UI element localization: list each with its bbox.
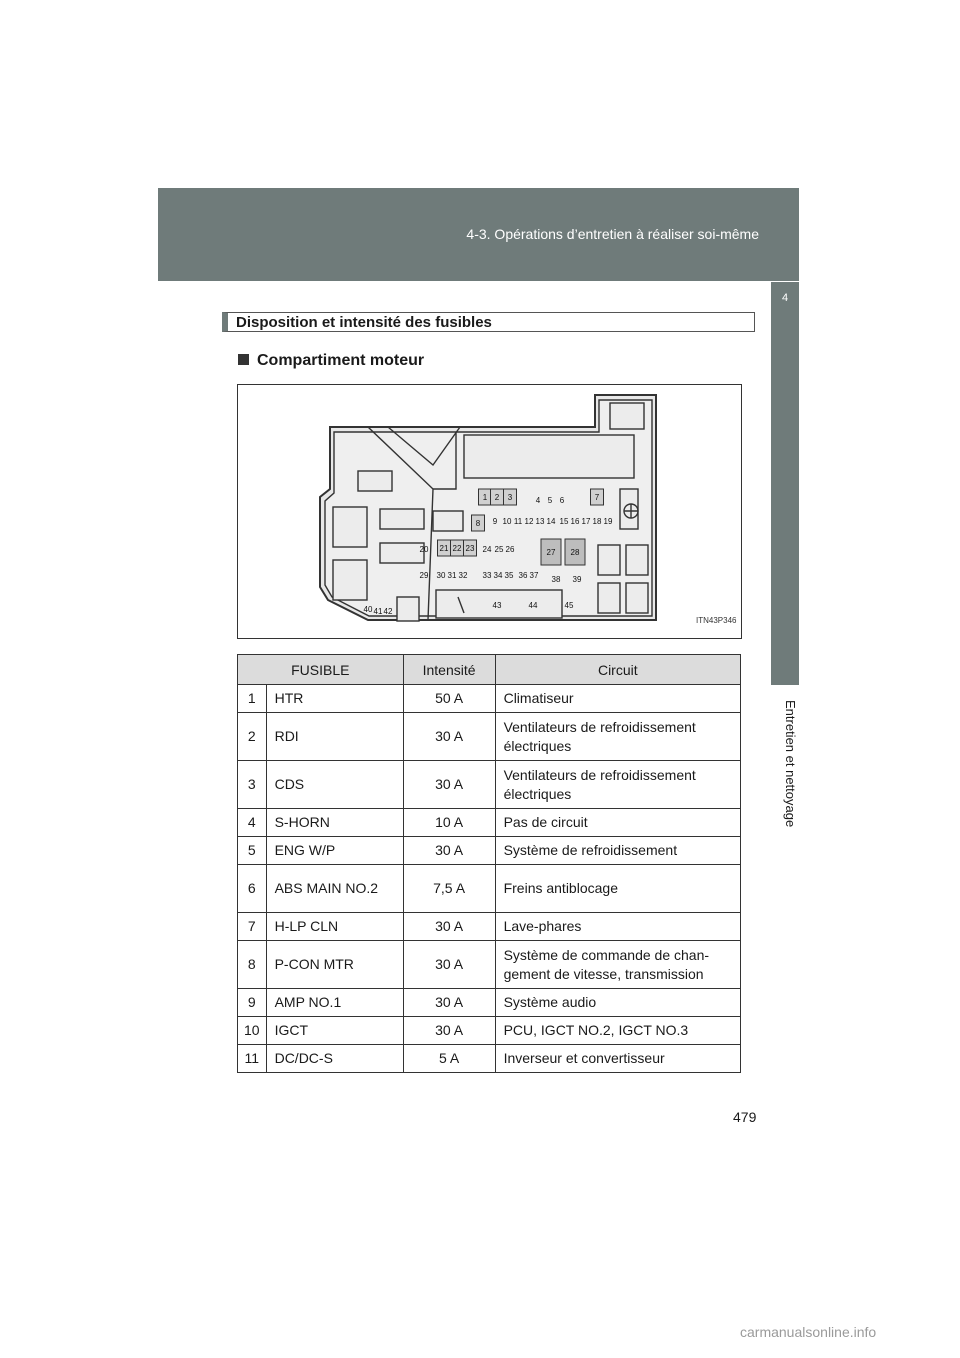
fuse-number: 3 <box>238 761 267 809</box>
table-row <box>238 685 741 713</box>
fuse-amperage: 30 A <box>403 913 495 941</box>
chapter-number: 4 <box>781 292 789 304</box>
fuse-name: H-LP CLN <box>266 913 403 941</box>
table-row <box>238 713 741 761</box>
chapter-header: 4-3. Opérations d’entretien à réaliser soi-même <box>466 226 759 242</box>
fuse-name: RDI <box>266 713 403 761</box>
fuse-label: 42 <box>383 607 393 616</box>
fuse-circuit: Climatiseur <box>495 685 740 713</box>
fuse-label: 7 <box>594 493 600 502</box>
fuse-number: 7 <box>238 913 267 941</box>
fuse-label: 39 <box>572 575 582 584</box>
col-header-fuse: FUSIBLE <box>238 655 404 685</box>
fuse-label: 31 <box>447 571 457 580</box>
fuse-label: 21 <box>439 544 449 553</box>
fuse-circuit: Freins antiblocage <box>495 865 740 913</box>
col-header-circuit: Circuit <box>495 655 740 685</box>
square-bullet-icon <box>238 354 249 365</box>
fuse-table <box>237 654 741 1073</box>
table-row <box>238 1045 741 1073</box>
fuse-label: 33 <box>482 571 492 580</box>
fuse-label: 15 <box>559 517 569 526</box>
diagram-code: ITN43P346 <box>696 616 737 625</box>
fuse-circuit: Lave-phares <box>495 913 740 941</box>
fuse-number: 11 <box>238 1045 267 1073</box>
fuse-amperage: 30 A <box>403 837 495 865</box>
fuse-label: 43 <box>492 601 502 610</box>
fuse-label: 40 <box>363 605 373 614</box>
fuse-box-diagram <box>237 384 742 639</box>
fuse-amperage: 30 A <box>403 989 495 1017</box>
subheading <box>238 352 424 370</box>
fuse-label: 8 <box>475 519 481 528</box>
fuse-circuit: Ventilateurs de refroidissement électriques <box>495 713 740 761</box>
table-row <box>238 913 741 941</box>
fuse-circuit: Inverseur et convertisseur <box>495 1045 740 1073</box>
fuse-number: 2 <box>238 713 267 761</box>
fuse-label: 16 <box>570 517 580 526</box>
fuse-label: 32 <box>458 571 468 580</box>
fuse-box-svg <box>238 385 741 638</box>
fuse-circuit: Système audio <box>495 989 740 1017</box>
fuse-name: IGCT <box>266 1017 403 1045</box>
fuse-amperage: 50 A <box>403 685 495 713</box>
section-title: Disposition et intensité des fusibles <box>222 312 755 332</box>
fuse-label: 27 <box>546 548 556 557</box>
table-row <box>238 837 741 865</box>
fuse-circuit: Pas de circuit <box>495 809 740 837</box>
fuse-label: 44 <box>528 601 538 610</box>
table-row <box>238 865 741 913</box>
fuse-label: 4 <box>535 496 541 505</box>
fuse-name: S-HORN <box>266 809 403 837</box>
fuse-label: 14 <box>546 517 556 526</box>
fuse-circuit: PCU, IGCT NO.2, IGCT NO.3 <box>495 1017 740 1045</box>
fuse-amperage: 7,5 A <box>403 865 495 913</box>
fuse-circuit: Système de commande de chan-gement de vitesse, transmission <box>495 941 740 989</box>
fuse-label: 9 <box>492 517 498 526</box>
fuse-label: 28 <box>570 548 580 557</box>
fuse-label: 20 <box>419 545 429 554</box>
fuse-amperage: 30 A <box>403 1017 495 1045</box>
fuse-label: 24 <box>482 545 492 554</box>
fuse-name: DC/DC-S <box>266 1045 403 1073</box>
table-row <box>238 809 741 837</box>
fuse-label: 1 <box>482 493 488 502</box>
fuse-label: 45 <box>564 601 574 610</box>
fuse-name: P-CON MTR <box>266 941 403 989</box>
fuse-label: 5 <box>547 496 553 505</box>
fuse-label: 17 <box>581 517 591 526</box>
watermark: carmanualsonline.info <box>740 1324 877 1340</box>
fuse-label: 34 <box>493 571 503 580</box>
fuse-label: 18 <box>592 517 602 526</box>
fuse-label: 26 <box>505 545 515 554</box>
fuse-label: 41 <box>373 607 383 616</box>
fuse-name: ABS MAIN NO.2 <box>266 865 403 913</box>
fuse-label: 6 <box>559 496 565 505</box>
fuse-amperage: 30 A <box>403 713 495 761</box>
fuse-label: 10 <box>502 517 512 526</box>
table-row <box>238 761 741 809</box>
chapter-side-tab <box>771 282 799 685</box>
table-row <box>238 941 741 989</box>
fuse-label: 25 <box>494 545 504 554</box>
fuse-label: 38 <box>551 575 561 584</box>
chapter-side-label: Entretien et nettoyage <box>783 700 798 828</box>
fuse-number: 9 <box>238 989 267 1017</box>
fuse-amperage: 10 A <box>403 809 495 837</box>
header-band <box>158 188 799 281</box>
fuse-label: 29 <box>419 571 429 580</box>
fuse-label: 36 <box>518 571 528 580</box>
fuse-number: 10 <box>238 1017 267 1045</box>
col-header-amperage: Intensité <box>403 655 495 685</box>
fuse-amperage: 5 A <box>403 1045 495 1073</box>
table-header-row <box>238 655 741 685</box>
fuse-label: 11 <box>513 517 523 526</box>
fuse-name: HTR <box>266 685 403 713</box>
fuse-number: 8 <box>238 941 267 989</box>
fuse-amperage: 30 A <box>403 761 495 809</box>
fuse-label: 37 <box>529 571 539 580</box>
fuse-label: 2 <box>494 493 500 502</box>
table-row <box>238 989 741 1017</box>
fuse-label: 23 <box>465 544 475 553</box>
fuse-number: 4 <box>238 809 267 837</box>
fuse-label: 13 <box>535 517 545 526</box>
fuse-number: 5 <box>238 837 267 865</box>
subheading-text: Compartiment moteur <box>257 352 425 369</box>
fuse-label: 19 <box>603 517 613 526</box>
table-row <box>238 1017 741 1045</box>
fuse-amperage: 30 A <box>403 941 495 989</box>
fuse-label: 3 <box>507 493 513 502</box>
fuse-circuit: Système de refroidissement <box>495 837 740 865</box>
fuse-name: AMP NO.1 <box>266 989 403 1017</box>
fuse-label: 22 <box>452 544 462 553</box>
fuse-name: CDS <box>266 761 403 809</box>
fuse-number: 6 <box>238 865 267 913</box>
fuse-label: 35 <box>504 571 514 580</box>
fuse-name: ENG W/P <box>266 837 403 865</box>
fuse-number: 1 <box>238 685 267 713</box>
fuse-label: 30 <box>436 571 446 580</box>
fuse-label: 12 <box>524 517 534 526</box>
page-number: 479 <box>733 1109 757 1125</box>
fuse-circuit: Ventilateurs de refroidissement électriques <box>495 761 740 809</box>
